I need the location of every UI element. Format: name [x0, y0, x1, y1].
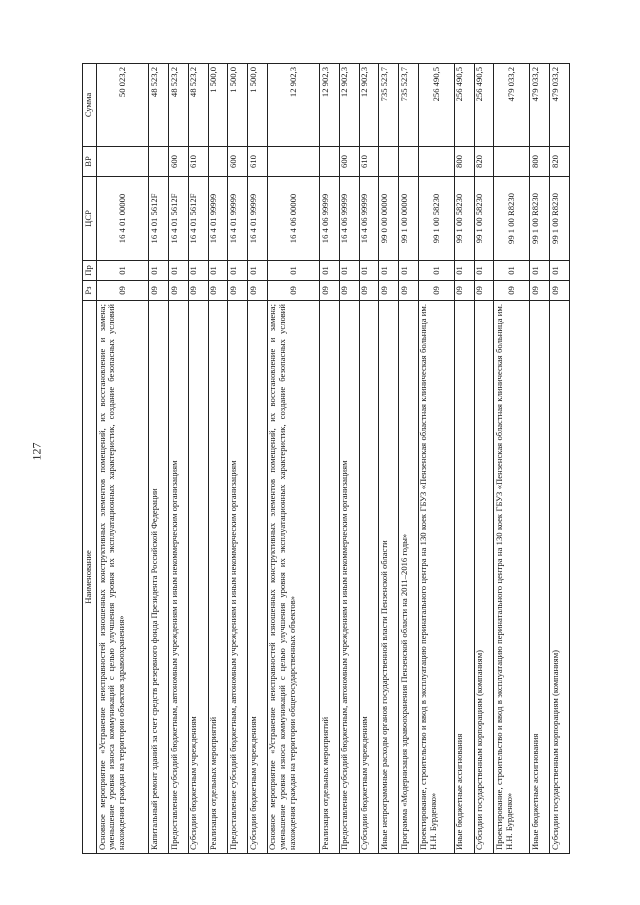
cell-name: Субсидии бюджетным учреждениям [359, 301, 379, 854]
cell-name: Субсидии бюджетным учреждениям [188, 301, 208, 854]
cell-vr: 600 [228, 147, 248, 177]
cell-pr: 01 [379, 261, 399, 281]
cell-name: Проектирование, строительство и ввод в эксплуатацию перинатального центра на 130 коек ГБУЗ «Пензенская областная клиническая больница им. Н.Н. Бурденко» [418, 301, 454, 854]
cell-sum: 12 902,3 [267, 64, 319, 147]
cell-csr: 16 4 01 5612F [149, 177, 169, 261]
rotated-table-container [82, 64, 570, 854]
cell-csr: 99 1 00 58230 [474, 177, 494, 261]
cell-pr: 01 [359, 261, 379, 281]
cell-vr [149, 147, 169, 177]
cell-name: Субсидии государственным корпорациям (компаниям) [550, 301, 570, 854]
cell-csr: 16 4 01 5612F [169, 177, 189, 261]
cell-csr: 16 4 06 99999 [320, 177, 340, 261]
cell-vr [494, 147, 530, 177]
column-header-csr: ЦСР [83, 177, 97, 261]
table-row [97, 64, 149, 854]
cell-sum: 50 023,2 [97, 64, 149, 147]
cell-csr: 16 4 01 99999 [208, 177, 228, 261]
cell-sum: 12 902,3 [359, 64, 379, 147]
cell-name: Иные бюджетные ассигнования [530, 301, 550, 854]
cell-csr: 16 4 06 99999 [339, 177, 359, 261]
cell-sum: 256 490,5 [418, 64, 454, 147]
cell-rz: 09 [399, 281, 419, 301]
cell-vr [267, 147, 319, 177]
cell-rz: 09 [97, 281, 149, 301]
table-row [228, 64, 248, 854]
cell-name: Иные непрограммные расходы органов государственной власти Пензенской области [379, 301, 399, 854]
cell-sum: 479 033,2 [494, 64, 530, 147]
cell-csr: 16 4 01 99999 [248, 177, 268, 261]
cell-sum: 256 490,5 [474, 64, 494, 147]
table-row [248, 64, 268, 854]
cell-rz: 09 [320, 281, 340, 301]
cell-rz: 09 [188, 281, 208, 301]
cell-pr: 01 [267, 261, 319, 281]
cell-rz: 09 [494, 281, 530, 301]
cell-rz: 09 [169, 281, 189, 301]
cell-pr: 01 [474, 261, 494, 281]
cell-pr: 01 [149, 261, 169, 281]
cell-rz: 09 [228, 281, 248, 301]
cell-rz: 09 [530, 281, 550, 301]
cell-pr: 01 [530, 261, 550, 281]
cell-csr: 99 0 00 00000 [379, 177, 399, 261]
cell-sum: 479 033,2 [530, 64, 550, 147]
table-row [169, 64, 189, 854]
table-row [454, 64, 474, 854]
cell-rz: 09 [208, 281, 228, 301]
cell-pr: 01 [248, 261, 268, 281]
cell-pr: 01 [454, 261, 474, 281]
cell-rz: 09 [474, 281, 494, 301]
cell-sum: 256 490,5 [454, 64, 474, 147]
cell-vr [379, 147, 399, 177]
cell-sum: 1 500,0 [228, 64, 248, 147]
column-header-vr: ВР [83, 147, 97, 177]
cell-csr: 99 1 00 58230 [418, 177, 454, 261]
column-header-rz: Рз [83, 281, 97, 301]
cell-pr: 01 [418, 261, 454, 281]
cell-sum: 1 500,0 [208, 64, 228, 147]
cell-name: Программа «Модернизация здравоохранения Пензенской области на 2011–2016 годы» [399, 301, 419, 854]
cell-rz: 09 [454, 281, 474, 301]
cell-pr: 01 [339, 261, 359, 281]
cell-sum: 12 902,3 [339, 64, 359, 147]
cell-sum: 48 523,2 [149, 64, 169, 147]
cell-pr: 01 [169, 261, 189, 281]
cell-vr: 610 [359, 147, 379, 177]
cell-pr: 01 [494, 261, 530, 281]
cell-rz: 09 [267, 281, 319, 301]
cell-rz: 09 [149, 281, 169, 301]
cell-vr: 600 [339, 147, 359, 177]
cell-vr: 610 [248, 147, 268, 177]
cell-sum: 735 523,7 [399, 64, 419, 147]
cell-name: Проектирование, строительство и ввод в эксплуатацию перинатального центра на 130 коек ГБУЗ «Пензенская областная клиническая больница им. Н.Н. Бурденко» [494, 301, 530, 854]
table-row [208, 64, 228, 854]
page-number: 127 [29, 442, 44, 461]
cell-vr [320, 147, 340, 177]
cell-name: Основное мероприятие «Устранение неисправностей изношенных конструктивных элементов помещений, их восстановление и замена; уменьшение уровня износа коммуникаций с целью улучшения уровня их эксплуатационных характеристик, создание безопасных условий нахождения граждан на территории объектов здравоохранения» [97, 301, 149, 854]
cell-sum: 12 902,3 [320, 64, 340, 147]
table-body [97, 64, 570, 854]
cell-vr [208, 147, 228, 177]
table-row [494, 64, 530, 854]
cell-name: Субсидии государственным корпорациям (компаниям) [474, 301, 494, 854]
cell-vr [418, 147, 454, 177]
cell-sum: 1 500,0 [248, 64, 268, 147]
budget-table [82, 63, 570, 854]
table-row [359, 64, 379, 854]
cell-pr: 01 [320, 261, 340, 281]
table-row [149, 64, 169, 854]
cell-sum: 735 523,7 [379, 64, 399, 147]
cell-rz: 09 [359, 281, 379, 301]
cell-vr: 820 [474, 147, 494, 177]
cell-pr: 01 [399, 261, 419, 281]
cell-vr: 600 [169, 147, 189, 177]
cell-vr: 820 [550, 147, 570, 177]
cell-csr: 16 4 01 00000 [97, 177, 149, 261]
cell-vr: 800 [530, 147, 550, 177]
cell-vr: 610 [188, 147, 208, 177]
table-row [418, 64, 454, 854]
cell-csr: 16 4 01 5612F [188, 177, 208, 261]
table-row [379, 64, 399, 854]
table-row [474, 64, 494, 854]
cell-pr: 01 [208, 261, 228, 281]
column-header-pr: Пр [83, 261, 97, 281]
cell-name: Предоставление субсидий бюджетным, автономным учреждениям и иным некоммерческим организациям [228, 301, 248, 854]
table-row [530, 64, 550, 854]
cell-csr: 99 1 00 R8230 [530, 177, 550, 261]
cell-csr: 16 4 01 99999 [228, 177, 248, 261]
cell-pr: 01 [228, 261, 248, 281]
cell-name: Предоставление субсидий бюджетным, автономным учреждениям и иным некоммерческим организациям [169, 301, 189, 854]
cell-pr: 01 [188, 261, 208, 281]
cell-pr: 01 [550, 261, 570, 281]
table-row [550, 64, 570, 854]
cell-pr: 01 [97, 261, 149, 281]
cell-csr: 99 1 00 00000 [399, 177, 419, 261]
cell-name: Предоставление субсидий бюджетным, автономным учреждениям и иным некоммерческим организациям [339, 301, 359, 854]
column-header-sum: Сумма [83, 64, 97, 147]
cell-name: Реализация отдельных мероприятий [208, 301, 228, 854]
cell-vr: 800 [454, 147, 474, 177]
column-header-name: Наименование [83, 301, 97, 854]
cell-rz: 09 [550, 281, 570, 301]
table-row [188, 64, 208, 854]
cell-rz: 09 [418, 281, 454, 301]
cell-name: Иные бюджетные ассигнования [454, 301, 474, 854]
cell-rz: 09 [339, 281, 359, 301]
cell-csr: 99 1 00 R8230 [550, 177, 570, 261]
cell-vr [97, 147, 149, 177]
table-row [399, 64, 419, 854]
cell-name: Капитальный ремонт зданий за счет средств резервного фонда Президента Российской Федерации [149, 301, 169, 854]
cell-vr [399, 147, 419, 177]
cell-sum: 48 523,2 [169, 64, 189, 147]
table-row [339, 64, 359, 854]
cell-csr: 99 1 00 58230 [454, 177, 474, 261]
cell-sum: 48 523,2 [188, 64, 208, 147]
table-row [320, 64, 340, 854]
cell-rz: 09 [379, 281, 399, 301]
cell-csr: 16 4 06 99999 [359, 177, 379, 261]
cell-sum: 479 033,2 [550, 64, 570, 147]
table-row [267, 64, 319, 854]
cell-name: Основное мероприятие «Устранение неисправностей изношенных конструктивных элементов помещений, их восстановление и замена; уменьшение уровня износа коммуникаций с целью улучшения уровня их эксплуатационных характеристик, создание безопасных условий нахождения граждан на территории общегосударственных объектов» [267, 301, 319, 854]
cell-csr: 99 1 00 R8230 [494, 177, 530, 261]
cell-name: Субсидии бюджетным учреждениям [248, 301, 268, 854]
cell-csr: 16 4 06 00000 [267, 177, 319, 261]
cell-rz: 09 [248, 281, 268, 301]
cell-name: Реализация отдельных мероприятий [320, 301, 340, 854]
table-header-row [83, 64, 97, 854]
